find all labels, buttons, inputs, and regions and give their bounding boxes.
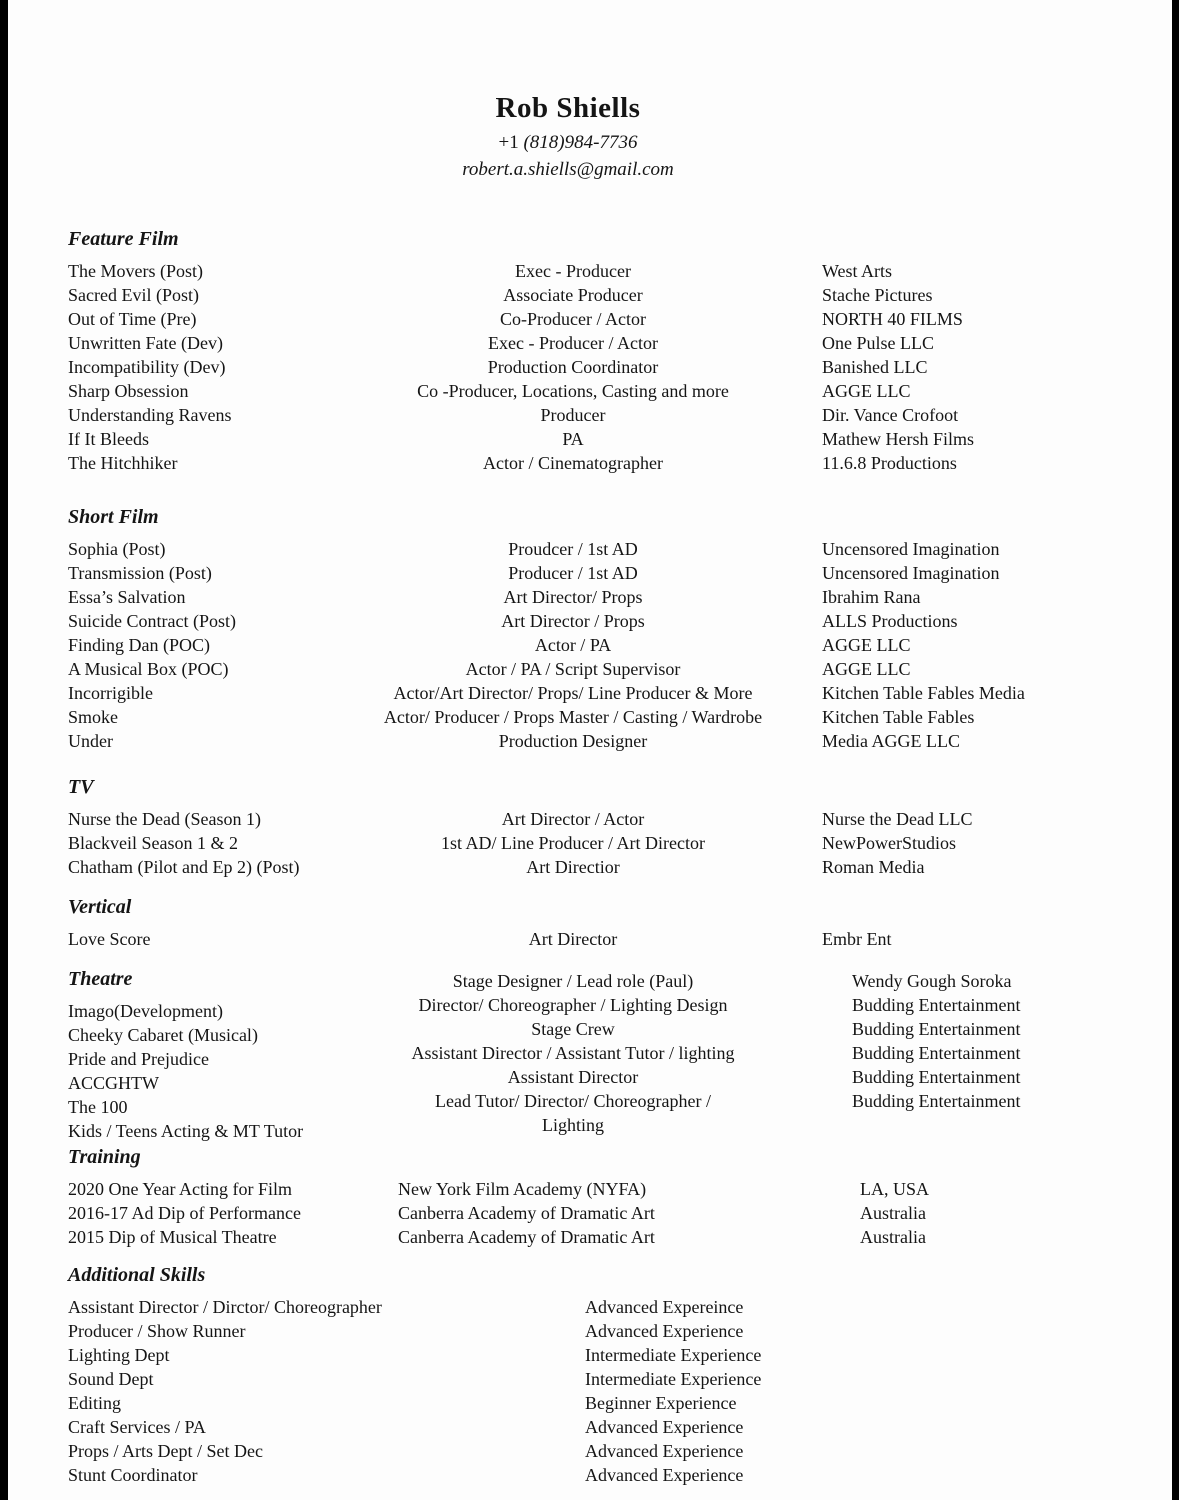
company-line: Dir. Vance Crofoot [822, 405, 959, 425]
section-feature-film [68, 227, 1169, 475]
role-line: Actor / Cinematographer [483, 453, 663, 473]
title-line: 2020 One Year Acting for Film [68, 1179, 292, 1199]
title-line: Sophia (Post) [68, 539, 166, 559]
companies-column [788, 1295, 1169, 1487]
roles-column [358, 259, 788, 475]
titles-column [68, 1145, 358, 1249]
role-line: Advanced Expereince [585, 1297, 744, 1317]
company-line: Budding Entertainment [852, 1091, 1021, 1111]
title-line: Editing [68, 1393, 121, 1413]
resume-header [68, 92, 1068, 183]
role-line: Assistant Director [507, 1067, 639, 1087]
role-line: Co -Producer, Locations, Casting and more [417, 381, 729, 401]
phone-number [68, 129, 1068, 156]
title-line: Sound Dept [68, 1369, 154, 1389]
role-line: Assistant Director / Assistant Tutor / lighting [411, 1043, 735, 1063]
role-line: New York Film Academy (NYFA) [398, 1179, 647, 1199]
title-line: The Hitchhiker [68, 453, 178, 473]
title-line: Blackveil Season 1 & 2 [68, 833, 238, 853]
title-line: Craft Services / PA [68, 1417, 206, 1437]
role-line: Lead Tutor/ Director/ Choreographer / [435, 1091, 711, 1111]
role-line: Advanced Experience [585, 1321, 744, 1341]
title-line: Understanding Ravens [68, 405, 232, 425]
title-line: 2015 Dip of Musical Theatre [68, 1227, 277, 1247]
title-line: Chatham (Pilot and Ep 2) (Post) [68, 857, 300, 877]
role-line: Art Director / Props [501, 611, 645, 631]
company-line: LA, USA [860, 1179, 930, 1199]
titles-column [68, 227, 358, 475]
roles-column [358, 537, 788, 753]
roles-column [358, 1177, 788, 1249]
role-line: Art Director [528, 929, 618, 949]
role-line: Intermediate Experience [585, 1369, 762, 1389]
company-line: Budding Entertainment [852, 1019, 1021, 1039]
title-line: Transmission (Post) [68, 563, 212, 583]
companies-column [788, 807, 1169, 879]
title-line: If It Bleeds [68, 429, 149, 449]
title-line: Stunt Coordinator [68, 1465, 198, 1485]
titles-column [68, 967, 358, 1143]
title-line: Sharp Obsession [68, 381, 189, 401]
company-line: Budding Entertainment [852, 995, 1021, 1015]
companies-column [788, 259, 1169, 475]
role-line: Canberra Academy of Dramatic Art [398, 1227, 655, 1247]
company-line: One Pulse LLC [822, 333, 934, 353]
companies-column [788, 537, 1169, 753]
section-short-film [68, 505, 1169, 753]
title-line: Unwritten Fate (Dev) [68, 333, 223, 353]
section-vertical [68, 895, 1169, 951]
title-line: Assistant Director / Dirctor/ Choreographer [68, 1297, 382, 1317]
role-line: Actor/Art Director/ Props/ Line Producer & More [393, 683, 753, 703]
role-line: PA [562, 429, 584, 449]
role-line: Associate Producer [503, 285, 643, 305]
company-line: AGGE LLC [822, 381, 911, 401]
title-line: Incorrigible [68, 683, 153, 703]
role-line: Art Directior [526, 857, 620, 877]
company-line: Ibrahim Rana [822, 587, 921, 607]
title-line: Sacred Evil (Post) [68, 285, 199, 305]
title-line: Lighting Dept [68, 1345, 170, 1365]
section-title: Vertical [68, 896, 132, 918]
title-line: 2016-17 Ad Dip of Performance [68, 1203, 301, 1223]
role-line: Exec - Producer / Actor [488, 333, 658, 353]
company-line: ALLS Productions [822, 611, 958, 631]
scan-edge-left [0, 0, 8, 1500]
role-line: Actor / PA / Script Supervisor [465, 659, 681, 679]
title-line: Nurse the Dead (Season 1) [68, 809, 261, 829]
title-line: Essa’s Salvation [68, 587, 186, 607]
role-line: Canberra Academy of Dramatic Art [398, 1203, 655, 1223]
company-line: Media AGGE LLC [822, 731, 960, 751]
role-line: Art Director/ Props [503, 587, 643, 607]
sections-container [68, 227, 1169, 1487]
section-title: Training [68, 1146, 141, 1168]
role-line: Advanced Experience [585, 1465, 744, 1485]
company-line: 11.6.8 Productions [822, 453, 957, 473]
company-line: Roman Media [822, 857, 925, 877]
phone-digits: (818)984-7736 [523, 132, 638, 153]
roles-column [358, 969, 788, 1143]
role-line: Production Coordinator [487, 357, 659, 377]
section-theatre [68, 967, 1169, 1143]
section-tv [68, 775, 1169, 879]
email-address: robert.a.shiells@gmail.com [462, 159, 674, 180]
person-name: Rob Shiells [495, 92, 641, 124]
company-line: Budding Entertainment [852, 1043, 1021, 1063]
section-title: Additional Skills [68, 1264, 206, 1286]
titles-column [68, 1263, 382, 1487]
role-line: Production Designer [498, 731, 648, 751]
company-line: Australia [860, 1227, 926, 1247]
role-line: 1st AD/ Line Producer / Art Director [441, 833, 705, 853]
company-line: Budding Entertainment [852, 1067, 1021, 1087]
title-line: Smoke [68, 707, 119, 727]
role-line: Exec - Producer [515, 261, 631, 281]
roles-column [358, 927, 788, 951]
phone-prefix: +1 [498, 132, 524, 153]
company-line: Kitchen Table Fables [822, 707, 975, 727]
company-line: Australia [860, 1203, 926, 1223]
roles-column [358, 807, 788, 879]
role-line: Co-Producer / Actor [500, 309, 646, 329]
titles-column [68, 775, 358, 879]
section-title: Theatre [68, 968, 133, 990]
company-line: Embr Ent [822, 929, 892, 949]
role-line: Stage Crew [531, 1019, 615, 1039]
title-line: Under [68, 731, 113, 751]
company-line: Stache Pictures [822, 285, 933, 305]
company-line: Uncensored Imagination [822, 539, 1000, 559]
company-line: Nurse the Dead LLC [822, 809, 973, 829]
company-line: AGGE LLC [822, 659, 911, 679]
company-line: NewPowerStudios [822, 833, 956, 853]
title-line: Pride and Prejudice [68, 1049, 209, 1069]
title-line: ACCGHTW [68, 1073, 159, 1093]
companies-column [788, 927, 1169, 951]
title-line: Producer / Show Runner [68, 1321, 246, 1341]
section-title: Feature Film [68, 228, 179, 250]
section-additional-skills [68, 1263, 1169, 1487]
title-line: Incompatibility (Dev) [68, 357, 226, 377]
companies-column [788, 1177, 1169, 1249]
title-line: Kids / Teens Acting & MT Tutor [68, 1121, 304, 1141]
role-line: Art Director / Actor [501, 809, 645, 829]
title-line: Suicide Contract (Post) [68, 611, 236, 631]
titles-column [68, 895, 358, 951]
title-line: Cheeky Cabaret (Musical) [68, 1025, 258, 1045]
title-line: The 100 [68, 1097, 128, 1117]
title-line: The Movers (Post) [68, 261, 203, 281]
scan-edge-right [1172, 0, 1179, 1500]
company-line: Mathew Hersh Films [822, 429, 974, 449]
role-line: Proudcer / 1st AD [508, 539, 638, 559]
company-line: Kitchen Table Fables Media [822, 683, 1025, 703]
title-line: Props / Arts Dept / Set Dec [68, 1441, 263, 1461]
title-line: Imago(Development) [68, 1001, 223, 1021]
company-line: Uncensored Imagination [822, 563, 1000, 583]
section-title: TV [68, 776, 94, 798]
company-line: Banished LLC [822, 357, 928, 377]
role-line: Stage Designer / Lead role (Paul) [452, 971, 694, 991]
role-line: Actor/ Producer / Props Master / Casting / Wardrobe [383, 707, 763, 727]
section-training [68, 1145, 1169, 1249]
title-line: Love Score [68, 929, 151, 949]
title-line: Out of Time (Pre) [68, 309, 197, 329]
role-line: Advanced Experience [585, 1441, 744, 1461]
role-line: Producer [540, 405, 606, 425]
role-line: Lighting [542, 1115, 604, 1135]
company-line: Wendy Gough Soroka [852, 971, 1012, 991]
company-line: AGGE LLC [822, 635, 911, 655]
role-line: Director/ Choreographer / Lighting Design [418, 995, 728, 1015]
role-line: Intermediate Experience [585, 1345, 762, 1365]
roles-column [358, 1295, 788, 1487]
role-line: Actor / PA [534, 635, 612, 655]
titles-column [68, 505, 358, 753]
title-line: Finding Dan (POC) [68, 635, 211, 655]
role-line: Producer / 1st AD [508, 563, 638, 583]
role-line: Beginner Experience [585, 1393, 737, 1413]
companies-column [788, 969, 1169, 1143]
company-line: West Arts [822, 261, 893, 281]
company-line: NORTH 40 FILMS [822, 309, 963, 329]
section-title: Short Film [68, 506, 159, 528]
role-line: Advanced Experience [585, 1417, 744, 1437]
title-line: A Musical Box (POC) [68, 659, 229, 679]
